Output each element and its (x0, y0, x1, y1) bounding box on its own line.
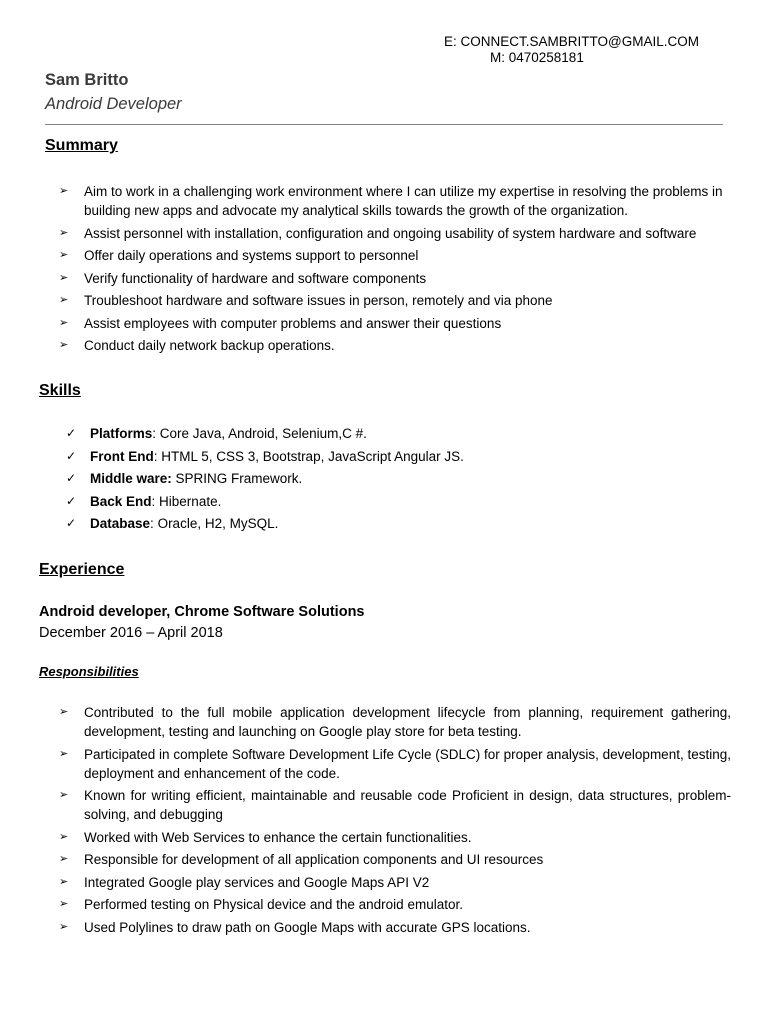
skill-item: ✓ Platforms: Core Java, Android, Selenium,C #. (66, 426, 367, 441)
checkmark-icon: ✓ (66, 426, 77, 440)
arrowhead-bullet-icon: ➢ (59, 339, 69, 351)
job-title-heading: Android Developer (45, 95, 182, 113)
skill-value: HTML 5, CSS 3, Bootstrap, JavaScript Angular JS. (161, 448, 464, 464)
skills-heading: Skills (39, 382, 81, 399)
responsibilities-list (59, 703, 731, 937)
skill-value: SPRING Framework. (175, 471, 303, 486)
skill-label: Database (90, 516, 151, 531)
skill-item: ✓ Back End: Hibernate. (66, 493, 222, 509)
candidate-name: Sam Britto (45, 71, 129, 89)
list-item: ➢ Assist employees with computer problems and answer their questions (59, 315, 502, 331)
skill-item: ✓ Front End: HTML 5, CSS 3, Bootstrap, JavaScript Angular JS. (66, 448, 464, 464)
list-item: ➢ Participated in complete Software Development Life Cycle (SDLC) for proper analysis, development, testing, deployment and enhancement of the code. (59, 746, 731, 781)
arrowhead-bullet-icon: ➢ (59, 875, 69, 888)
arrowhead-bullet-icon: ➢ (59, 853, 69, 865)
list-item: ➢ Performed testing on Physical device and the android emulator. (59, 897, 463, 912)
arrowhead-bullet-icon: ➢ (59, 898, 69, 910)
email-text: E: CONNECT.SAMBRITTO@GMAIL.COM (444, 34, 699, 49)
checkmark-icon: ✓ (66, 448, 77, 463)
list-item: ➢ Troubleshoot hardware and software issues in person, remotely and via phone (59, 293, 553, 308)
skill-item (66, 469, 464, 488)
list-item: ➢ Integrated Google play services and Google Maps API V2 (59, 874, 430, 890)
arrowhead-bullet-icon: ➢ (59, 789, 69, 801)
arrowhead-bullet-icon: ➢ (59, 706, 69, 718)
arrowhead-bullet-icon: ➢ (59, 249, 69, 261)
checkmark-icon: ✓ (66, 516, 77, 530)
responsibilities-heading: Responsibilities (39, 664, 139, 679)
summary-heading: Summary (45, 137, 118, 154)
list-item: ➢ Conduct daily network backup operations. (59, 338, 335, 353)
checkmark-icon: ✓ (66, 493, 77, 508)
header-divider (45, 124, 723, 125)
skill-label: Middle ware: (90, 471, 172, 486)
list-item: ➢ Contributed to the full mobile application development lifecycle from planning, requirement gathering, development, testing and launching on Google play store for beta testing. (59, 705, 731, 739)
skill-item: ✓ Database: Oracle, H2, MySQL. (66, 516, 279, 531)
job-dates: December 2016 – April 2018 (39, 625, 223, 641)
skill-label: Platforms (90, 426, 153, 441)
summary-list (59, 182, 731, 355)
arrowhead-bullet-icon: ➢ (59, 316, 69, 329)
skill-value: Core Java, Android, Selenium,C #. (159, 426, 367, 441)
checkmark-icon: ✓ (66, 471, 77, 485)
list-item: ➢ Verify functionality of hardware and software components (59, 270, 427, 286)
arrowhead-bullet-icon: ➢ (59, 271, 69, 284)
arrowhead-bullet-icon: ➢ (59, 226, 69, 239)
skill-label: Front End (90, 448, 154, 464)
list-item: ➢ Offer daily operations and systems support to personnel (59, 248, 419, 263)
list-item: ➢ Worked with Web Services to enhance the certain functionalities. (59, 829, 472, 845)
job-title: Android developer, Chrome Software Solutions (39, 604, 365, 620)
phone-text: M: 0470258181 (490, 50, 584, 65)
arrowhead-bullet-icon: ➢ (59, 747, 69, 760)
experience-heading: Experience (39, 561, 125, 578)
arrowhead-bullet-icon: ➢ (59, 294, 69, 306)
arrowhead-bullet-icon: ➢ (59, 920, 69, 933)
skill-label: Back End (90, 493, 152, 509)
skill-value: Oracle, H2, MySQL. (157, 516, 279, 531)
list-item: ➢ Aim to work in a challenging work environment where I can utilize my expertise in resolving the problems in building new apps and advocate my analytical skills towards the growth of the organization. (59, 184, 723, 218)
list-item: ➢ Known for writing efficient, maintainable and reusable code Proficient in design, data structures, problem-solving, and debugging (59, 788, 731, 822)
list-item: ➢ Assist personnel with installation, configuration and ongoing usability of system hardware and software (59, 225, 697, 241)
skill-value: Hibernate. (159, 493, 222, 509)
list-item: ➢ Used Polylines to draw path on Google Maps with accurate GPS locations. (59, 919, 531, 935)
arrowhead-bullet-icon: ➢ (59, 830, 69, 843)
contact-info (444, 34, 699, 66)
skills-list (66, 424, 464, 533)
arrowhead-bullet-icon: ➢ (59, 185, 69, 197)
list-item: ➢ Responsible for development of all application components and UI resources (59, 852, 544, 867)
